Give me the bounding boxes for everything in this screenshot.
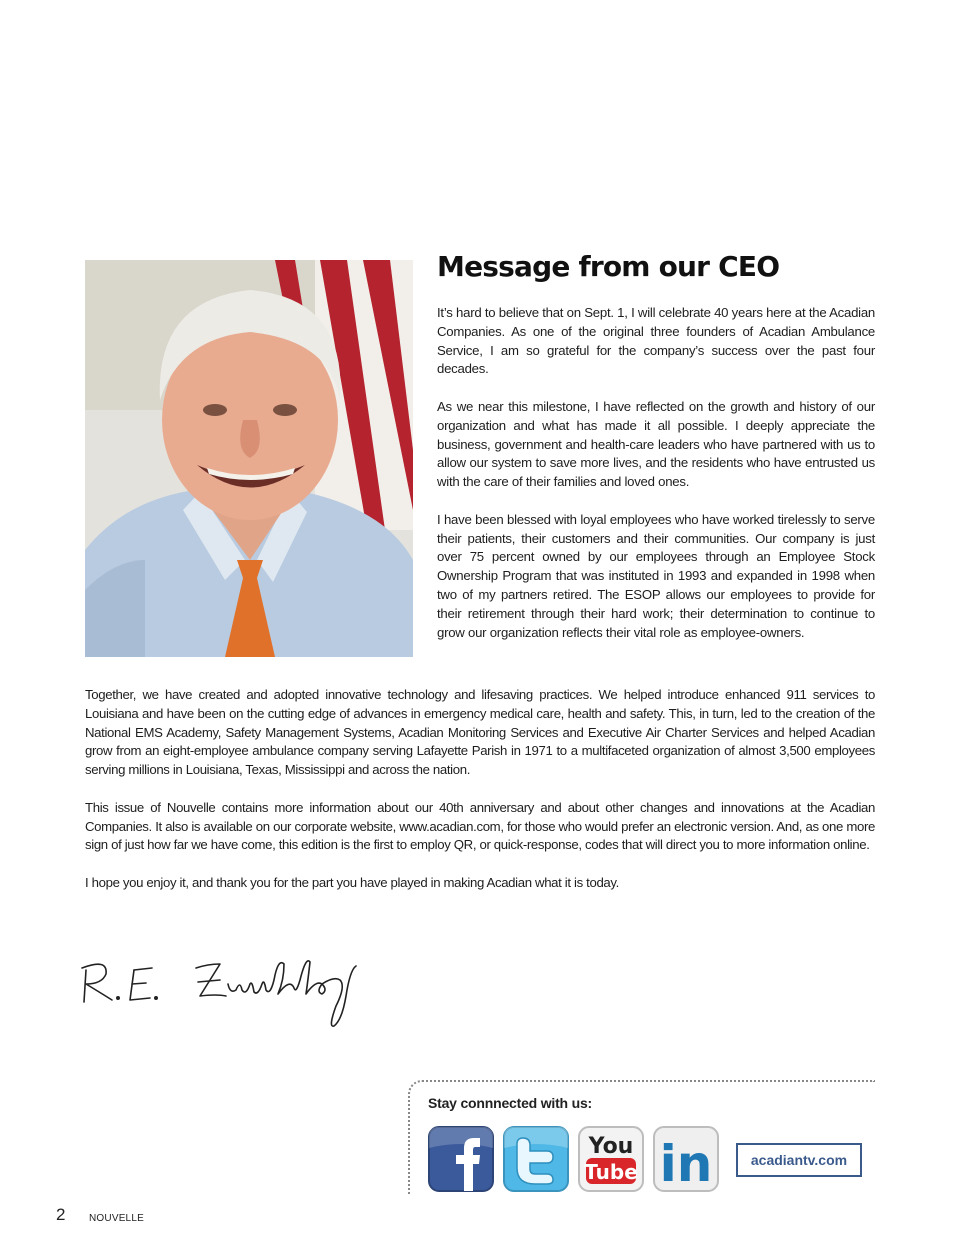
paragraph: It’s hard to believe that on Sept. 1, I will celebrate 40 years here at the Acadian Companies. As one of the original three founders of Acadian Ambulance Service, I am so grateful for the company’s success over the past four decades. <box>437 305 875 377</box>
paragraph: This issue of Nouvelle contains more information about our 40th anniversary and about other changes and innovations at the Acadian Companies. It also is available on our corporate website, www.acadian.com, for those who would prefer an electronic version. And, as one more sign of just how far we have come, this edition is the first to employ QR, or quick-response, codes that will direct you to more information online. <box>85 799 875 853</box>
paragraph: I have been blessed with loyal employees who have worked tirelessly to serve their patients, their customers and their communities. Our company is just over 75 percent owned by our employees through an Employee Stock Ownership Program that was instituted in 1993 and expanded in 1998 when two of my partners retired. The ESOP allows our employees to provide for their retirement through their hard work; their determination to continue to grow our organization reflects their vital role as employee-owners. <box>437 511 875 640</box>
paragraph: I hope you enjoy it, and thank you for the part you have played in making Acadian what it is today. <box>85 874 619 890</box>
publication-name: NOUVELLE <box>89 1213 144 1224</box>
social-label: Stay connnected with us: <box>428 1095 592 1111</box>
paragraph: Together, we have created and adopted innovative technology and lifesaving practices. We helped introduce enhanced 911 services to Louisiana and have been on the cutting edge of advances in emergency medical care, health and safety. This, in turn, led to the creation of the National EMS Academy, Safety Management Systems, Acadian Monitoring Services and Executive Air Charter Services and helped Acadian grow from an eight-employee ambulance company serving Lafayette Parish in 1971 to a multifaceted organization of almost 3,500 employees serving millions in Louisiana, Texas, Mississippi and across the nation. <box>85 687 875 778</box>
ceo-photo <box>85 260 413 657</box>
linkedin-text: in <box>659 1135 713 1192</box>
page-number: 2 <box>56 1205 66 1224</box>
ceo-signature <box>78 950 368 1035</box>
youtube-icon[interactable] <box>578 1126 644 1192</box>
paragraph: As we near this milestone, I have reflected on the growth and history of our organization and what has made it all possible. I deeply appreciate the business, government and health-care leaders who have partnered with us to allow our system to save more lives, and the residents who have entrusted us with the care of their families and loved ones. <box>437 398 875 490</box>
facebook-icon[interactable] <box>428 1126 494 1192</box>
full-width-text <box>85 686 875 912</box>
youtube-text-bottom: Tube <box>584 1160 638 1184</box>
linkedin-icon[interactable] <box>653 1126 719 1192</box>
twitter-icon[interactable] <box>503 1126 569 1192</box>
right-column-text <box>437 304 875 661</box>
youtube-text-top: You <box>588 1134 634 1159</box>
article-title: Message from our CEO <box>437 250 780 283</box>
website-link[interactable]: acadiantv.com <box>736 1143 862 1177</box>
